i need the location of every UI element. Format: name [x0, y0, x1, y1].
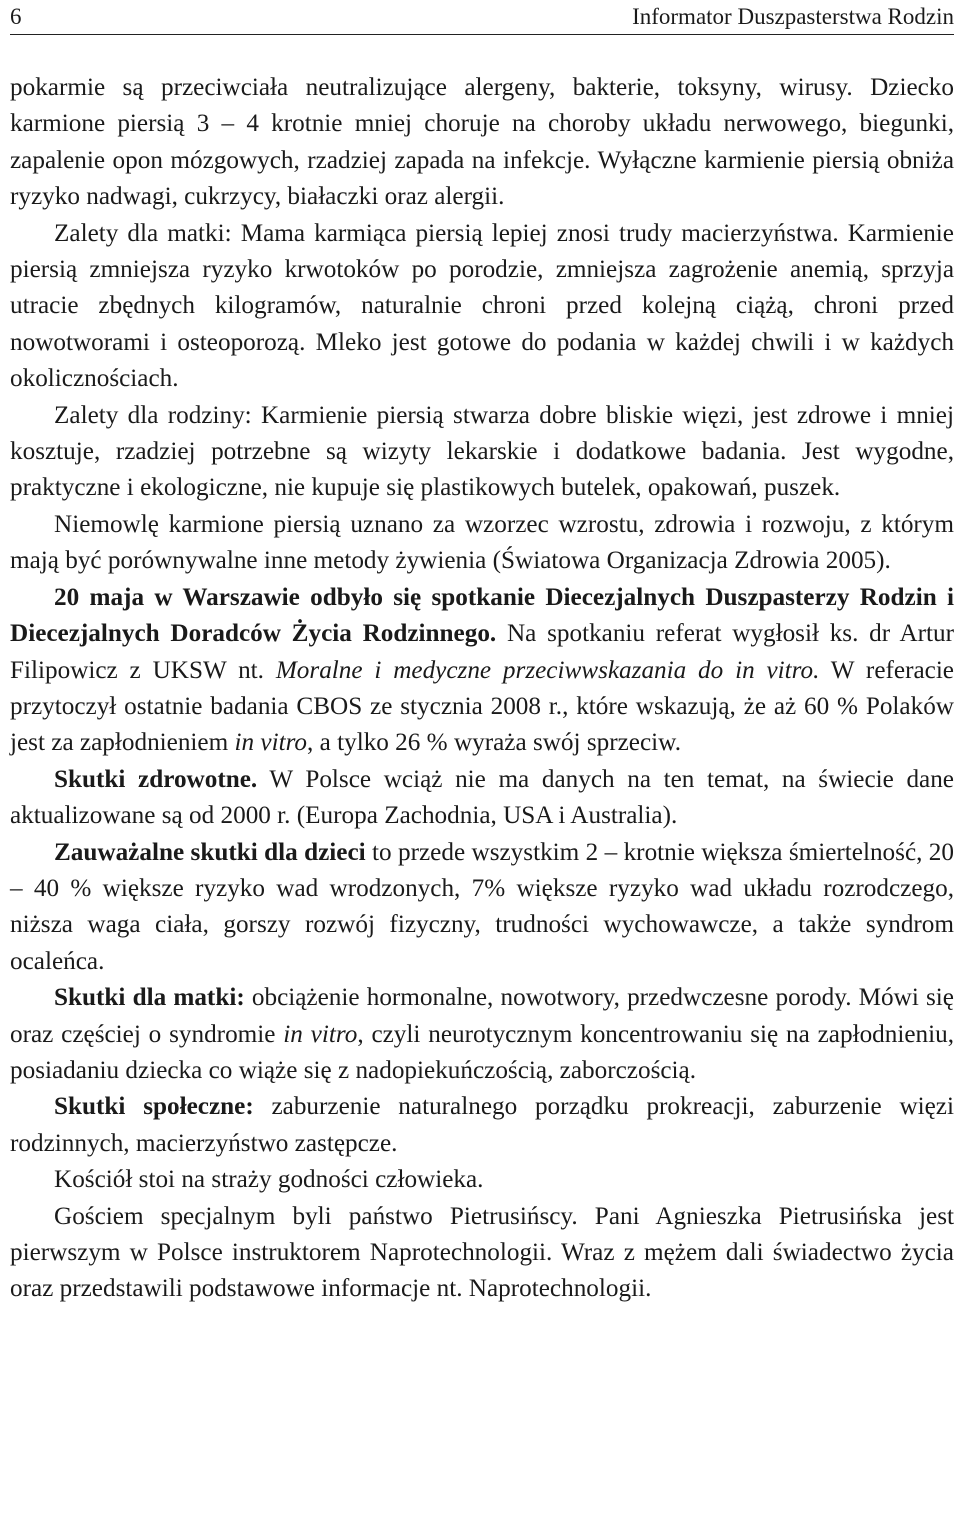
- paragraph: Gościem specjalnym byli państwo Pietrusińscy. Pani Agnieszka Pietrusińska jest pierwszym w Polsce instruktorem Naprotechnologii. Wraz z mężem dali świadectwo życia oraz przedstawili podstawowe informacje nt. Naprotechnologii.: [10, 1202, 954, 1303]
- text-run: , czyli neurotycznym koncentrowaniu się na zapłodnieniu, posiadaniu dziecka co wiąże się z nadopiekuńczością, zaborczością.: [10, 1020, 955, 1084]
- page-header: [10, 0, 954, 35]
- page-number: 6: [10, 4, 22, 29]
- italic-term: in vitro: [283, 1020, 358, 1048]
- paragraph: [10, 980, 954, 1089]
- paragraph: [10, 1089, 954, 1162]
- paragraph: pokarmie są przeciwciała neutralizujące alergeny, bakterie, toksyny, wirusy. Dziecko karmione piersią 3 – 4 krotnie mniej choruje na choroby układu nerwowego, biegunki, zapalenie opon mózgowych, rzadziej zapada na infekcje. Wyłączne karmienie piersią obniża ryzyko nadwagi, cukrzycy, białaczki oraz alergii.: [10, 74, 954, 211]
- paragraph: Niemowlę karmione piersią uznano za wzorzec wzrostu, zdrowia i rozwoju, z którym mają być porównywalne inne metody żywienia (Światowa Organizacja Zdrowia 2005).: [10, 510, 954, 575]
- text-run: to przede wszystkim 2 – krotnie większa śmiertelność, 20 – 40 % większe ryzyko wad wrodzonych, 7% większe ryzyko wad układu rozrodczego, niższa waga ciała, gorszy rozwój fizyczny, trudności wychowawcze, a także syndrom ocaleńca.: [10, 838, 954, 975]
- text-run: W referacie przytoczył ostatnie badania CBOS ze stycznia 2008 r., które wskazują, że aż 60 % Polaków jest za zapłodnieniem: [10, 656, 954, 757]
- paragraph: [10, 762, 954, 835]
- text-run: W Polsce wciąż nie ma danych na ten temat, na świecie dane aktualizowane są od 2000 r. (Europa Zachodnia, USA i Australia).: [10, 765, 954, 830]
- paragraph: Zalety dla matki: Mama karmiąca piersią lepiej znosi trudy macierzyństwa. Karmienie piersią zmniejsza ryzyko krwotoków po porodzie, zmniejsza zagrożenie anemią, sprzyja utracie zbędnych kilogramów, naturalnie chroni przed kolejną ciążą, chroni przed nowotworami i osteoporozą. Mleko jest gotowe do podania w każdej chwili i w każdych okolicznościach.: [10, 219, 954, 393]
- text-run: obciążenie hormonalne, nowotwory, przedwczesne porody. Mówi się oraz częściej o syndromie: [10, 984, 954, 1048]
- text-run: Na spotkaniu referat wygłosił ks. dr Artur Filipowicz z UKSW nt.: [10, 620, 955, 684]
- publication-title: Informator Duszpasterstwa Rodzin: [632, 4, 954, 29]
- paragraph: [10, 580, 954, 762]
- bold-lead: Skutki dla matki:: [54, 984, 245, 1012]
- bold-lead: 20 maja w Warszawie odbyło się spotkanie Diecezjalnych Duszpasterzy Rodzin i Diecezjalnych Doradców Życia Rodzinnego.: [10, 583, 954, 648]
- paragraph: [10, 835, 954, 981]
- text-run: zaburzenie naturalnego porządku prokreacji, zaburzenie więzi rodzinnych, macierzyństwo zastępcze.: [10, 1093, 954, 1157]
- paragraph: Zalety dla rodziny: Karmienie piersią stwarza dobre bliskie więzi, jest zdrowe i mniej kosztuje, rzadziej potrzebne są wizyty lekarskie i dodatkowe badania. Jest wygodne, praktyczne i ekologiczne, nie kupuje się plastikowych butelek, opakowań, puszek.: [10, 401, 954, 502]
- article-body: [10, 70, 954, 1308]
- paragraph: Kościół stoi na straży godności człowieka.: [54, 1166, 484, 1194]
- bold-lead: Skutki zdrowotne.: [54, 765, 258, 793]
- bold-lead: Zauważalne skutki dla dzieci: [54, 838, 366, 866]
- bold-lead: Skutki społeczne:: [54, 1093, 254, 1121]
- italic-title: Moralne i medyczne przeciwwskazania do in vitro.: [275, 656, 820, 684]
- italic-term: in vitro: [234, 729, 308, 757]
- text-run: , a tylko 26 % wyraża swój sprzeciw.: [307, 729, 681, 757]
